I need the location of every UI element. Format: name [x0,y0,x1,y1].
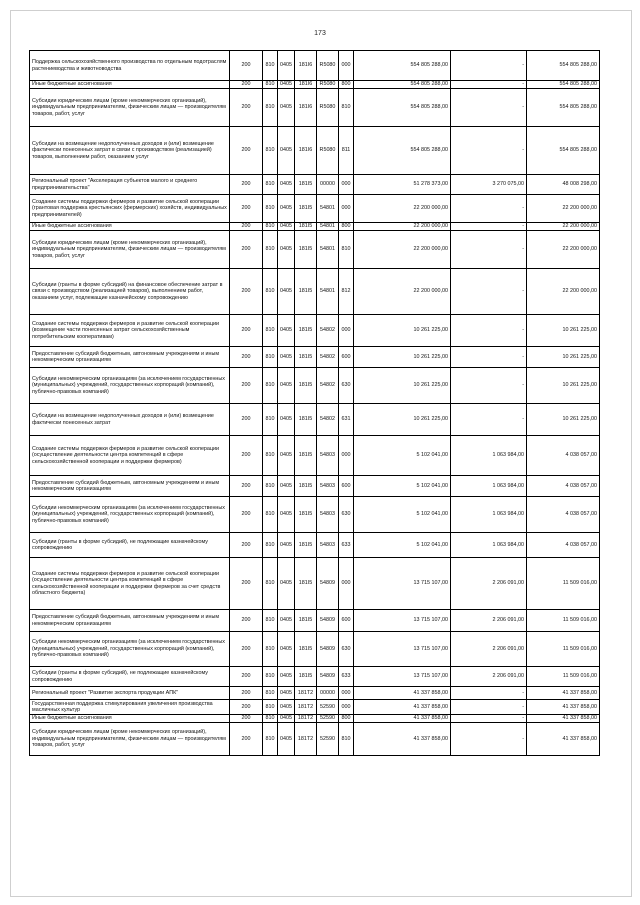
regional-amount-cell: 22 200 000,00 [527,195,600,223]
table-row [30,127,600,175]
article-code-cell: 52590 [317,700,339,715]
article-code-cell: 00000 [317,175,339,195]
admin-code-cell: 200 [230,632,263,667]
regional-amount-cell: 11 509 016,00 [527,610,600,632]
section-code-cell: 0405 [278,715,295,723]
article-code-cell: 54803 [317,476,339,497]
federal-amount-cell: 1 063 984,00 [451,476,527,497]
department-code-cell: 810 [263,723,278,756]
table-row [30,533,600,558]
total-amount-cell: 22 200 000,00 [354,231,451,269]
program-code-cell: 181I5 [295,610,317,632]
row-name-cell: Иные бюджетные ассигнования [30,715,230,723]
admin-code-cell: 200 [230,175,263,195]
federal-amount-cell: - [451,195,527,223]
regional-amount-cell: 11 509 016,00 [527,667,600,687]
section-code-cell: 0405 [278,81,295,89]
total-amount-cell: 10 261 225,00 [354,347,451,368]
department-code-cell: 810 [263,223,278,231]
table-row [30,315,600,347]
regional-amount-cell: 11 509 016,00 [527,632,600,667]
department-code-cell: 810 [263,315,278,347]
row-name-cell: Субсидии (гранты в форме субсидий), не подлежащие казначейскому сопровождению [30,533,230,558]
department-code-cell: 810 [263,687,278,700]
row-name-cell: Предоставление субсидий бюджетным, автономным учреждениям и иным некоммерческим организациям [30,476,230,497]
admin-code-cell: 200 [230,700,263,715]
article-code-cell: 54802 [317,368,339,404]
program-code-cell: 181I5 [295,436,317,476]
total-amount-cell: 22 200 000,00 [354,223,451,231]
federal-amount-cell: 2 206 091,00 [451,558,527,610]
regional-amount-cell: 22 200 000,00 [527,223,600,231]
federal-amount-cell: - [451,89,527,127]
article-code-cell: 54803 [317,436,339,476]
row-name-cell: Субсидии некоммерческим организациям (за исключением государственных (муниципальных) учреждений, государственных корпораций (компаний), публично-правовых компаний) [30,632,230,667]
regional-amount-cell: 41 337 858,00 [527,723,600,756]
regional-amount-cell: 41 337 858,00 [527,715,600,723]
total-amount-cell: 554 805 288,00 [354,51,451,81]
row-name-cell: Субсидии на возмещение недополученных доходов и (или) возмещение фактически понесенных затрат в связи с производством (реализацией) товаров, выполнением работ, оказанием услуг [30,127,230,175]
row-name-cell: Государственная поддержка стимулирования увеличения производства масличных культур [30,700,230,715]
section-code-cell: 0405 [278,723,295,756]
program-code-cell: 181I6 [295,89,317,127]
regional-amount-cell: 11 509 016,00 [527,558,600,610]
federal-amount-cell: - [451,127,527,175]
admin-code-cell: 200 [230,476,263,497]
section-code-cell: 0405 [278,231,295,269]
regional-amount-cell: 4 038 057,00 [527,533,600,558]
expense-kind-cell: 600 [339,347,354,368]
expense-kind-cell: 000 [339,315,354,347]
department-code-cell: 810 [263,476,278,497]
expense-kind-cell: 633 [339,533,354,558]
total-amount-cell: 5 102 041,00 [354,533,451,558]
department-code-cell: 810 [263,368,278,404]
row-name-cell: Субсидии (гранты в форме субсидий), не подлежащие казначейскому сопровождению [30,667,230,687]
table-row [30,610,600,632]
department-code-cell: 810 [263,700,278,715]
expense-kind-cell: 000 [339,436,354,476]
department-code-cell: 810 [263,610,278,632]
page-number: 173 [314,30,326,37]
federal-amount-cell: - [451,687,527,700]
section-code-cell: 0405 [278,476,295,497]
regional-amount-cell: 4 038 057,00 [527,476,600,497]
regional-amount-cell: 48 008 298,00 [527,175,600,195]
expense-kind-cell: 600 [339,610,354,632]
article-code-cell: 54809 [317,610,339,632]
federal-amount-cell: - [451,269,527,315]
admin-code-cell: 200 [230,497,263,533]
department-code-cell: 810 [263,667,278,687]
admin-code-cell: 200 [230,610,263,632]
federal-amount-cell: 1 063 984,00 [451,436,527,476]
total-amount-cell: 554 805 288,00 [354,81,451,89]
regional-amount-cell: 41 337 858,00 [527,700,600,715]
program-code-cell: 181I5 [295,632,317,667]
row-name-cell: Создание системы поддержки фермеров и развитие сельской кооперации (грантовая поддержка крестьянских (фермерских) хозяйств, индивидуальных предпринимателей) [30,195,230,223]
table-row [30,368,600,404]
admin-code-cell: 200 [230,687,263,700]
expense-kind-cell: 000 [339,558,354,610]
regional-amount-cell: 41 337 858,00 [527,687,600,700]
table-row [30,436,600,476]
department-code-cell: 810 [263,231,278,269]
table-row [30,89,600,127]
expense-kind-cell: 000 [339,700,354,715]
admin-code-cell: 200 [230,81,263,89]
row-name-cell: Создание системы поддержки фермеров и развитие сельской кооперации (осуществление деятельности центра компетенций в сфере сельскохозяйственной кооперации и поддержки фермеров) [30,436,230,476]
table-row [30,723,600,756]
expense-kind-cell: 800 [339,81,354,89]
program-code-cell: 181T2 [295,687,317,700]
department-code-cell: 810 [263,89,278,127]
department-code-cell: 810 [263,533,278,558]
federal-amount-cell: - [451,404,527,436]
row-name-cell: Создание системы поддержки фермеров и развитие сельской кооперации (возмещение части понесенных затрат сельскохозяйственным потребительским кооперативам) [30,315,230,347]
row-name-cell: Поддержка сельскохозяйственного производства по отдельным подотраслям растениеводства и животноводства [30,51,230,81]
section-code-cell: 0405 [278,610,295,632]
total-amount-cell: 41 337 858,00 [354,687,451,700]
total-amount-cell: 10 261 225,00 [354,404,451,436]
federal-amount-cell: - [451,81,527,89]
regional-amount-cell: 10 261 225,00 [527,315,600,347]
admin-code-cell: 200 [230,89,263,127]
expense-kind-cell: 000 [339,687,354,700]
row-name-cell: Субсидии юридическим лицам (кроме некоммерческих организаций), индивидуальным предпринимателям, физическим лицам — производителям товаров, работ, услуг [30,723,230,756]
program-code-cell: 181T2 [295,700,317,715]
article-code-cell: 52590 [317,723,339,756]
total-amount-cell: 10 261 225,00 [354,368,451,404]
program-code-cell: 181I5 [295,315,317,347]
row-name-cell: Иные бюджетные ассигнования [30,81,230,89]
table-row [30,558,600,610]
department-code-cell: 810 [263,127,278,175]
regional-amount-cell: 554 805 288,00 [527,51,600,81]
total-amount-cell: 41 337 858,00 [354,700,451,715]
program-code-cell: 181I5 [295,368,317,404]
section-code-cell: 0405 [278,533,295,558]
article-code-cell: 52590 [317,715,339,723]
row-name-cell: Субсидии некоммерческим организациям (за исключением государственных (муниципальных) учреждений, государственных корпораций (компаний), публично-правовых компаний) [30,368,230,404]
table-row [30,715,600,723]
expense-kind-cell: 810 [339,89,354,127]
table-row [30,700,600,715]
section-code-cell: 0405 [278,175,295,195]
table-row [30,195,600,223]
article-code-cell: R5080 [317,127,339,175]
admin-code-cell: 200 [230,195,263,223]
article-code-cell: 54803 [317,497,339,533]
expense-kind-cell: 810 [339,231,354,269]
section-code-cell: 0405 [278,223,295,231]
row-name-cell: Субсидии (гранты в форме субсидий) на финансовое обеспечение затрат в связи с производством (реализацией товаров), выполнением работ, оказанием услуг, подлежащие казначейскому сопровождению [30,269,230,315]
section-code-cell: 0405 [278,667,295,687]
total-amount-cell: 13 715 107,00 [354,558,451,610]
table-row [30,667,600,687]
total-amount-cell: 51 278 373,00 [354,175,451,195]
department-code-cell: 810 [263,81,278,89]
total-amount-cell: 22 200 000,00 [354,269,451,315]
article-code-cell: 54801 [317,223,339,231]
total-amount-cell: 5 102 041,00 [354,436,451,476]
federal-amount-cell: - [451,223,527,231]
article-code-cell: R5080 [317,89,339,127]
expense-kind-cell: 810 [339,723,354,756]
admin-code-cell: 200 [230,533,263,558]
table-row [30,347,600,368]
article-code-cell: R5080 [317,51,339,81]
federal-amount-cell: - [451,368,527,404]
expense-kind-cell: 800 [339,715,354,723]
federal-amount-cell: - [451,51,527,81]
federal-amount-cell: - [451,715,527,723]
admin-code-cell: 200 [230,723,263,756]
section-code-cell: 0405 [278,368,295,404]
regional-amount-cell: 554 805 288,00 [527,81,600,89]
expense-kind-cell: 630 [339,632,354,667]
expense-kind-cell: 633 [339,667,354,687]
department-code-cell: 810 [263,558,278,610]
program-code-cell: 181I5 [295,195,317,223]
total-amount-cell: 41 337 858,00 [354,715,451,723]
department-code-cell: 810 [263,347,278,368]
program-code-cell: 181I5 [295,175,317,195]
section-code-cell: 0405 [278,195,295,223]
section-code-cell: 0405 [278,632,295,667]
program-code-cell: 181I5 [295,497,317,533]
section-code-cell: 0405 [278,497,295,533]
section-code-cell: 0405 [278,269,295,315]
expense-kind-cell: 811 [339,127,354,175]
row-name-cell: Предоставление субсидий бюджетным, автономным учреждениям и иным некоммерческим организациям [30,347,230,368]
total-amount-cell: 13 715 107,00 [354,632,451,667]
department-code-cell: 810 [263,436,278,476]
total-amount-cell: 5 102 041,00 [354,497,451,533]
admin-code-cell: 200 [230,436,263,476]
regional-amount-cell: 22 200 000,00 [527,231,600,269]
section-code-cell: 0405 [278,436,295,476]
table-row [30,632,600,667]
row-name-cell: Субсидии некоммерческим организациям (за исключением государственных (муниципальных) учреждений, государственных корпораций (компаний), публично-правовых компаний) [30,497,230,533]
row-name-cell: Региональный проект "Акселерация субъектов малого и среднего предпринимательства" [30,175,230,195]
section-code-cell: 0405 [278,89,295,127]
federal-amount-cell: - [451,723,527,756]
expense-kind-cell: 800 [339,223,354,231]
regional-amount-cell: 4 038 057,00 [527,436,600,476]
section-code-cell: 0405 [278,700,295,715]
budget-table [29,50,600,756]
table-row [30,81,600,89]
expense-kind-cell: 630 [339,368,354,404]
table-row [30,231,600,269]
admin-code-cell: 200 [230,231,263,269]
total-amount-cell: 554 805 288,00 [354,127,451,175]
article-code-cell: 54809 [317,558,339,610]
department-code-cell: 810 [263,51,278,81]
department-code-cell: 810 [263,175,278,195]
article-code-cell: 54802 [317,315,339,347]
program-code-cell: 181I5 [295,667,317,687]
row-name-cell: Предоставление субсидий бюджетным, автономным учреждениям и иным некоммерческим организациям [30,610,230,632]
admin-code-cell: 200 [230,558,263,610]
table-row [30,175,600,195]
expense-kind-cell: 000 [339,195,354,223]
federal-amount-cell: 1 063 984,00 [451,533,527,558]
admin-code-cell: 200 [230,404,263,436]
table-row [30,497,600,533]
article-code-cell: 54802 [317,404,339,436]
article-code-cell: R5080 [317,81,339,89]
department-code-cell: 810 [263,269,278,315]
expense-kind-cell: 000 [339,51,354,81]
article-code-cell: 54802 [317,347,339,368]
expense-kind-cell: 812 [339,269,354,315]
program-code-cell: 181I5 [295,223,317,231]
program-code-cell: 181I5 [295,269,317,315]
section-code-cell: 0405 [278,558,295,610]
regional-amount-cell: 10 261 225,00 [527,347,600,368]
federal-amount-cell: - [451,315,527,347]
table-row [30,51,600,81]
program-code-cell: 181T2 [295,715,317,723]
section-code-cell: 0405 [278,404,295,436]
admin-code-cell: 200 [230,347,263,368]
total-amount-cell: 13 715 107,00 [354,667,451,687]
table-row [30,269,600,315]
program-code-cell: 181I5 [295,404,317,436]
federal-amount-cell: - [451,700,527,715]
program-code-cell: 181I6 [295,127,317,175]
section-code-cell: 0405 [278,315,295,347]
article-code-cell: 54803 [317,533,339,558]
program-code-cell: 181I5 [295,231,317,269]
article-code-cell: 54809 [317,667,339,687]
row-name-cell: Субсидии юридическим лицам (кроме некоммерческих организаций), индивидуальным предпринимателям, физическим лицам — производителям товаров, работ, услуг [30,89,230,127]
department-code-cell: 810 [263,497,278,533]
federal-amount-cell: 2 206 091,00 [451,610,527,632]
federal-amount-cell: 2 206 091,00 [451,667,527,687]
regional-amount-cell: 22 200 000,00 [527,269,600,315]
expense-kind-cell: 630 [339,497,354,533]
admin-code-cell: 200 [230,269,263,315]
regional-amount-cell: 10 261 225,00 [527,404,600,436]
regional-amount-cell: 554 805 288,00 [527,127,600,175]
department-code-cell: 810 [263,404,278,436]
program-code-cell: 181I5 [295,476,317,497]
regional-amount-cell: 4 038 057,00 [527,497,600,533]
admin-code-cell: 200 [230,667,263,687]
program-code-cell: 181I5 [295,558,317,610]
expense-kind-cell: 600 [339,476,354,497]
row-name-cell: Региональный проект "Развитие экспорта продукции АПК" [30,687,230,700]
section-code-cell: 0405 [278,127,295,175]
department-code-cell: 810 [263,632,278,667]
admin-code-cell: 200 [230,715,263,723]
article-code-cell: 00000 [317,687,339,700]
expense-kind-cell: 000 [339,175,354,195]
total-amount-cell: 5 102 041,00 [354,476,451,497]
article-code-cell: 54801 [317,231,339,269]
regional-amount-cell: 554 805 288,00 [527,89,600,127]
federal-amount-cell: - [451,347,527,368]
expense-kind-cell: 631 [339,404,354,436]
row-name-cell: Субсидии юридическим лицам (кроме некоммерческих организаций), индивидуальным предпринимателям, физическим лицам — производителям товаров, работ, услуг [30,231,230,269]
article-code-cell: 54801 [317,269,339,315]
total-amount-cell: 13 715 107,00 [354,610,451,632]
program-code-cell: 181I6 [295,81,317,89]
section-code-cell: 0405 [278,687,295,700]
total-amount-cell: 41 337 858,00 [354,723,451,756]
section-code-cell: 0405 [278,347,295,368]
program-code-cell: 181I5 [295,347,317,368]
row-name-cell: Иные бюджетные ассигнования [30,223,230,231]
department-code-cell: 810 [263,195,278,223]
admin-code-cell: 200 [230,51,263,81]
table-row [30,476,600,497]
program-code-cell: 181I5 [295,533,317,558]
section-code-cell: 0405 [278,51,295,81]
row-name-cell: Субсидии на возмещение недополученных доходов и (или) возмещение фактически понесенных затрат [30,404,230,436]
table-row [30,223,600,231]
article-code-cell: 54809 [317,632,339,667]
article-code-cell: 54801 [317,195,339,223]
table-row [30,687,600,700]
federal-amount-cell: - [451,231,527,269]
admin-code-cell: 200 [230,223,263,231]
total-amount-cell: 554 805 288,00 [354,89,451,127]
department-code-cell: 810 [263,715,278,723]
admin-code-cell: 200 [230,315,263,347]
federal-amount-cell: 1 063 984,00 [451,497,527,533]
admin-code-cell: 200 [230,368,263,404]
row-name-cell: Создание системы поддержки фермеров и развитие сельской кооперации (осуществление деятельности центра компетенций в сфере сельскохозяйственной кооперации и поддержки фермеров за счет средств областного бюджета) [30,558,230,610]
federal-amount-cell: 2 206 091,00 [451,632,527,667]
program-code-cell: 181T2 [295,723,317,756]
regional-amount-cell: 10 261 225,00 [527,368,600,404]
table-row [30,404,600,436]
admin-code-cell: 200 [230,127,263,175]
federal-amount-cell: 3 270 075,00 [451,175,527,195]
program-code-cell: 181I6 [295,51,317,81]
total-amount-cell: 10 261 225,00 [354,315,451,347]
total-amount-cell: 22 200 000,00 [354,195,451,223]
